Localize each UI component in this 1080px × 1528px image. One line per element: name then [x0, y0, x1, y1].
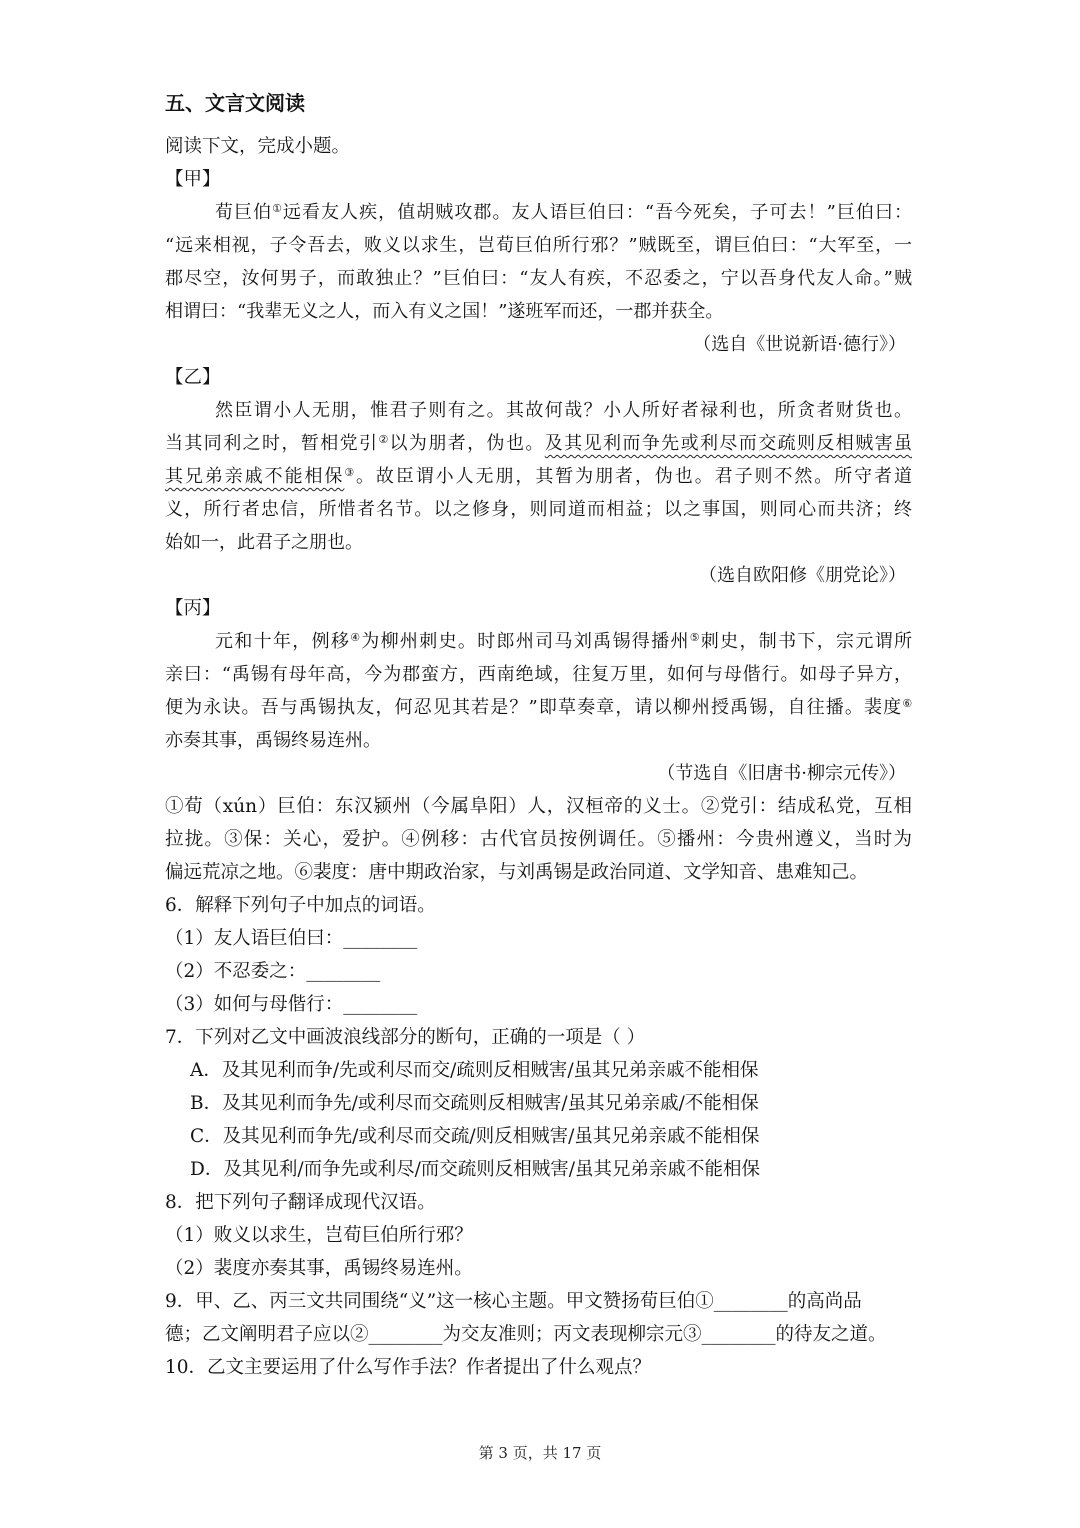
question-stem: 10．乙文主要运用了什么写作手法？作者提出了什么观点？ [165, 1357, 652, 1378]
option-a: A．及其见利而争/先或利尽而交/疏则反相贼害/虽其兄弟亲戚不能相保 [190, 1060, 759, 1081]
footnote-marker: ① [272, 202, 283, 216]
passage-line [165, 460, 912, 493]
question-line: 9．甲、乙、丙三文共同围绕“义”这一核心主题。甲文赞扬荀巨伯①________的高尚品 [165, 1291, 862, 1312]
footnote-marker: ⑥ [902, 697, 912, 711]
passage-line [165, 658, 912, 691]
footnote-line: 偏远荒凉之地。⑥裴度：唐中期政治家，与刘禹锡是政治同道、文学知音、患难知己。 [165, 862, 869, 883]
passage-line [165, 295, 912, 328]
footnotes [165, 790, 912, 889]
passage-text: 元和十年，例移 [215, 631, 351, 652]
passage-text: 刺史，制书下，宗元谓所 [700, 631, 912, 652]
question-stem: 8．把下列句子翻译成现代汉语。 [165, 1192, 436, 1213]
passage-text: 亦奏其事，禹锡终易连州。 [165, 730, 381, 751]
passage-label: 【丙】 [165, 598, 221, 619]
option-b: B．及其见利而争先/或利尽而交疏则反相贼害/虽其兄弟亲戚/不能相保 [190, 1093, 759, 1114]
passage-text: 荀巨伯 [215, 202, 273, 223]
sub-question: （1）友人语巨伯曰：________ [165, 928, 418, 949]
reading-instruction: 阅读下文，完成小题。 [165, 136, 351, 157]
passage-line [165, 724, 912, 757]
sub-question: （3）如何与母偕行：________ [165, 994, 418, 1015]
passage-source: （选自《世说新语·德行》） [693, 334, 906, 355]
passage-text: 。故臣谓小人无朋，其暂为朋者，伪也。君子则不然。所守者道 [355, 466, 912, 487]
footnote-marker: ② [378, 433, 390, 447]
wavy-underlined-text: 其兄弟亲戚不能相保 [165, 466, 345, 487]
passage-line [165, 493, 912, 526]
passage-line [165, 691, 912, 724]
question-7 [165, 1021, 912, 1186]
passage-text: 始如一，此君子之朋也。 [165, 532, 363, 553]
passage-line [165, 427, 912, 460]
section-title: 五、文言文阅读 [165, 91, 305, 115]
option-d: D．及其见利/而争先或利尽/而交疏则反相贼害/虽其兄弟亲戚不能相保 [190, 1159, 761, 1180]
passage-jia [165, 163, 912, 361]
question-stem: 6．解释下列句子中加点的词语。 [165, 895, 436, 916]
passage-yi [165, 361, 912, 592]
passage-text: 当其同利之时，暂相党引 [165, 433, 379, 454]
question-line: 德；乙文阐明君子应以②________为交友准则；丙文表现柳宗元③________的待友之道。 [165, 1324, 887, 1345]
footnote-line: ①荀（xún）巨伯：东汉颍州（今属阜阳）人，汉桓帝的义士。②党引：结成私党，互相 [165, 796, 912, 817]
passage-text: 郡尽空，汝何男子，而敢独止？”巨伯曰：“友人有疾，不忍委之，宁以吾身代友人命。”贼 [165, 268, 912, 289]
passage-text: 远看友人疾，值胡贼攻郡。友人语巨伯曰：“吾今死矣，子可去！”巨伯曰： [282, 202, 912, 223]
option-c: C．及其见利而争先/或利尽而交疏/则反相贼害/虽其兄弟亲戚不能相保 [190, 1126, 760, 1147]
exam-page-content [165, 87, 912, 1384]
question-9 [165, 1285, 912, 1351]
passage-line [165, 394, 912, 427]
question-stem: 7．下列对乙文中画波浪线部分的断句，正确的一项是（ ） [165, 1027, 646, 1048]
passage-line [165, 526, 912, 559]
passage-line [165, 196, 912, 229]
passage-text: 义，所行者忠信，所惜者名节。以之修身，则同道而相益；以之事国，则同心而共济；终 [165, 499, 912, 520]
passage-text: 亲曰：“禹锡有母年高，今为郡蛮方，西南绝域，往复万里，如何与母偕行。如母子异方， [165, 664, 912, 685]
passage-line [165, 625, 912, 658]
passage-label: 【甲】 [165, 169, 221, 190]
question-8 [165, 1186, 912, 1285]
passage-label: 【乙】 [165, 367, 221, 388]
passage-line [165, 262, 912, 295]
passage-line [165, 229, 912, 262]
sub-question: （1）败义以求生，岂荀巨伯所行邪？ [165, 1225, 473, 1246]
question-6 [165, 889, 912, 1021]
passage-source: （选自欧阳修《朋党论》） [699, 565, 906, 586]
footnote-line: 拉拢。③保：关心，爱护。④例移：古代官员按例调任。⑤播州：今贵州遵义，当时为 [165, 829, 912, 850]
passage-text: “远来相视，子令吾去，败义以求生，岂荀巨伯所行邪？”贼既至，谓巨伯曰：“大军至，一 [165, 235, 912, 256]
page-number-footer: 第 3 页，共 17 页 [478, 1444, 602, 1462]
passage-bing [165, 592, 912, 790]
wavy-underlined-text: 及其见利而争先或利尽而交疏则反相贼害虽 [544, 433, 912, 454]
passage-text: 以为朋者，伪也。 [389, 433, 545, 454]
passage-text: 便为永诀。吾与禹锡执友，何忍见其若是？”即草奏章，请以柳州授禹锡，自往播。裴度 [165, 697, 903, 718]
passage-text: 相谓曰：“我辈无义之人，而入有义之国！”遂班军而还，一郡并获全。 [165, 301, 724, 322]
footnote-marker: ③ [344, 466, 356, 480]
passage-source: （节选自《旧唐书·柳宗元传》） [657, 763, 906, 784]
passage-text: 然臣谓小人无朋，惟君子则有之。其故何哉？小人所好者禄利也，所贪者财货也。 [215, 400, 912, 421]
passage-text: 为柳州刺史。时郎州司马刘禹锡得播州 [361, 631, 690, 652]
question-10 [165, 1351, 912, 1384]
sub-question: （2）不忍委之：________ [165, 961, 381, 982]
footnote-marker: ④ [350, 631, 362, 645]
sub-question: （2）裴度亦奏其事，禹锡终易连州。 [165, 1258, 473, 1279]
footnote-marker: ⑤ [689, 631, 701, 645]
